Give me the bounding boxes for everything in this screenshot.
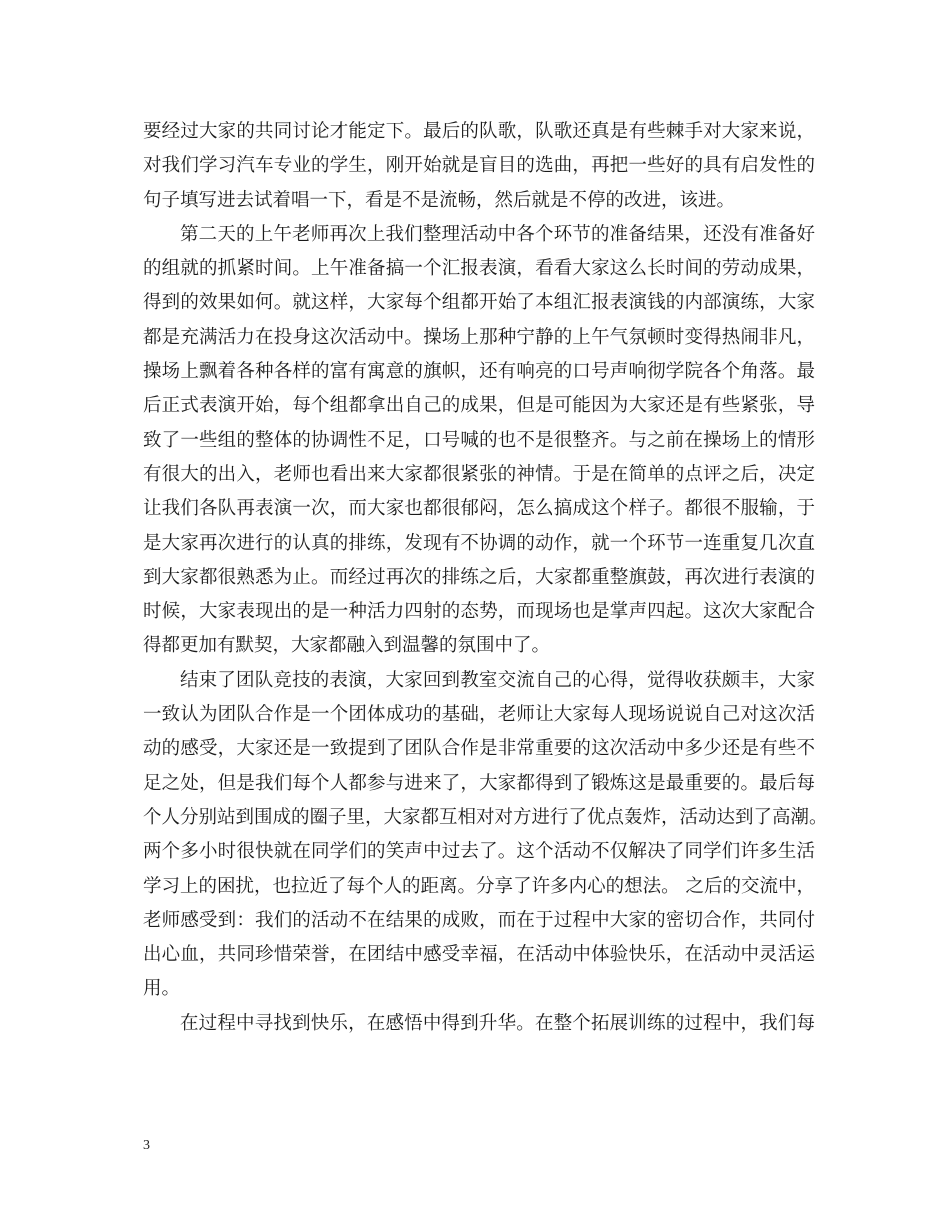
paragraph-first-line: 结束了团队竞技的表演，大家回到教室交流自己的心得，觉得收获颇丰，大家 <box>180 669 815 691</box>
paragraph-first-line: 在过程中寻找到快乐，在感悟中得到升华。在整个拓展训练的过程中，我们每 <box>180 1012 815 1034</box>
text-line: 对我们学习汽车专业的学生，刚开始就是盲目的选曲，再把一些好的具有启发性的 <box>143 155 815 177</box>
text-line: 都是充满活力在投身这次活动中。操场上那种宁静的上午气氛顿时变得热闹非凡， <box>143 326 815 348</box>
text-line: 要经过大家的共同讨论才能定下。最后的队歌，队歌还真是有些棘手对大家来说， <box>143 121 815 142</box>
text-line: 个人分别站到围成的圈子里，大家都互相对对方进行了优点轰炸，活动达到了高潮。 <box>143 806 828 828</box>
text-line: 得都更加有默契，大家都融入到温馨的氛围中了。 <box>143 635 551 657</box>
body-text <box>143 115 828 1041</box>
page-number: 3 <box>143 1138 150 1153</box>
text-line: 用。 <box>143 978 181 1000</box>
text-line: 后正式表演开始，每个组都拿出自己的成果，但是可能因为大家还是有些紧张，导 <box>143 395 815 417</box>
text-line: 两个多小时很快就在同学们的笑声中过去了。这个活动不仅解决了同学们许多生活 <box>143 841 815 863</box>
text-line: 致了一些组的整体的协调性不足，口号喊的也不是很整齐。与之前在操场上的情形 <box>143 429 815 451</box>
text-line: 的组就的抓紧时间。上午准备搞一个汇报表演，看看大家这么长时间的劳动成果， <box>143 258 815 280</box>
paragraph-first-line: 第二天的上午老师再次上我们整理活动中各个环节的准备结果，还没有准备好 <box>180 223 815 245</box>
text-line: 时候，大家表现出的是一种活力四射的态势，而现场也是掌声四起。这次大家配合 <box>143 601 815 623</box>
text-line: 到大家都很熟悉为止。而经过再次的排练之后，大家都重整旗鼓，再次进行表演的 <box>143 566 815 588</box>
text-line: 操场上飘着各种各样的富有寓意的旗帜，还有响亮的口号声响彻学院各个角落。最 <box>143 361 815 383</box>
text-line: 让我们各队再表演一次，而大家也都很郁闷，怎么搞成这个样子。都很不服输，于 <box>143 498 815 520</box>
text-line: 得到的效果如何。就这样，大家每个组都开始了本组汇报表演钱的内部演练，大家 <box>143 292 815 314</box>
text-line: 足之处，但是我们每个人都参与进来了，大家都得到了锻炼这是最重要的。最后每 <box>143 772 815 794</box>
text-line: 出心血，共同珍惜荣誉，在团结中感受幸福，在活动中体验快乐，在活动中灵活运 <box>143 944 815 966</box>
text-line: 学习上的困扰，也拉近了每个人的距离。分享了许多内心的想法。 之后的交流中， <box>143 875 815 897</box>
text-line: 动的感受，大家还是一致提到了团队合作是非常重要的这次活动中多少还是有些不 <box>143 738 815 760</box>
text-line: 是大家再次进行的认真的排练，发现有不协调的动作，就一个环节一连重复几次直 <box>143 532 815 554</box>
text-line: 有很大的出入，老师也看出来大家都很紧张的神情。于是在简单的点评之后，决定 <box>143 463 815 485</box>
text-line: 老师感受到：我们的活动不在结果的成败，而在于过程中大家的密切合作，共同付 <box>143 909 815 931</box>
text-line: 句子填写进去试着唱一下，看是不是流畅，然后就是不停的改进，该进。 <box>143 189 736 211</box>
text-line: 一致认为团队合作是一个团体成功的基础，老师让大家每人现场说说自己对这次活 <box>143 704 815 726</box>
